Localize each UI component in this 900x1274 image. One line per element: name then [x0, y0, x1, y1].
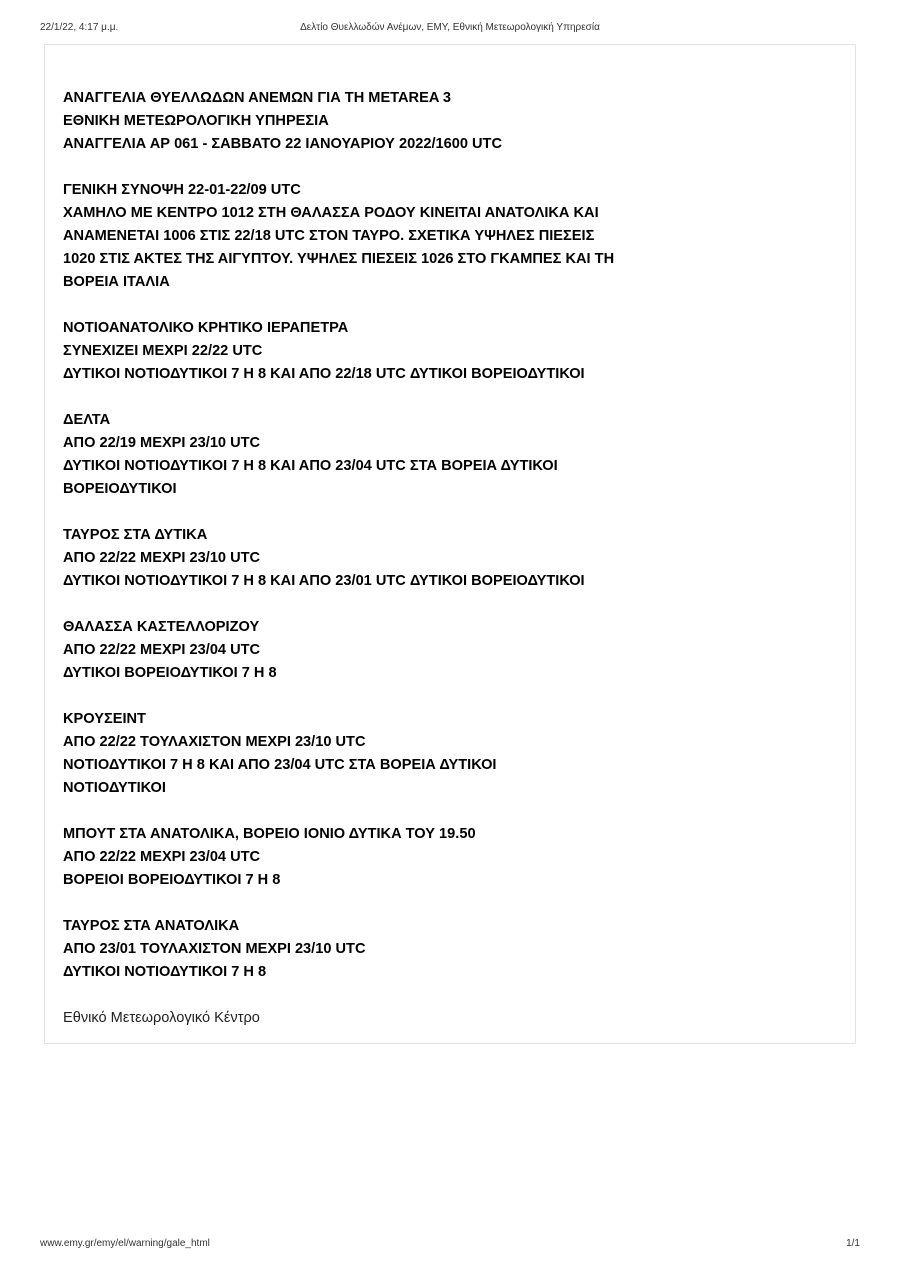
area-validity: ΑΠΟ 22/19 ΜΕΧΡΙ 23/10 UTC [63, 435, 261, 451]
area-forecast: ΔΥΤΙΚΟΙ ΝΟΤΙΟΔΥΤΙΚΟΙ 7 Η 8 ΚΑΙ ΑΠΟ 22/18 UTC ΔΥΤΙΚΟΙ ΒΟΡΕΙΟΔΥΤΙΚΟΙ [63, 366, 585, 382]
area-forecast: ΒΟΡΕΙΟΔΥΤΙΚΟΙ [63, 481, 177, 497]
gale-warning-bulletin [63, 87, 763, 1030]
area-forecast: ΝΟΤΙΟΔΥΤΙΚΟΙ 7 Η 8 ΚΑΙ ΑΠΟ 23/04 UTC ΣΤΑ ΒΟΡΕΙΑ ΔΥΤΙΚΟΙ [63, 757, 497, 773]
area-name: ΤΑΥΡΟΣ ΣΤΑ ΑΝΑΤΟΛΙΚΑ [63, 918, 240, 934]
synopsis-heading: ΓΕΝΙΚΗ ΣΥΝΟΨΗ 22-01-22/09 UTC [63, 182, 301, 198]
synopsis-line: ΧΑΜΗΛΟ ΜΕ ΚΕΝΤΡΟ 1012 ΣΤΗ ΘΑΛΑΣΣΑ ΡΟΔΟΥ ΚΙΝΕΙΤΑΙ ΑΝΑΤΟΛΙΚΑ ΚΑΙ [63, 205, 599, 221]
area-validity: ΑΠΟ 23/01 ΤΟΥΛΑΧΙΣΤΟΝ ΜΕΧΡΙ 23/10 UTC [63, 941, 366, 957]
bulletin-number-date: ΑΝΑΓΓΕΛΙΑ ΑΡ 061 - ΣΑΒΒΑΤΟ 22 ΙΑΝΟΥΑΡΙΟΥ 2022/1600 UTC [63, 136, 503, 152]
print-page-title: Δελτίο Θυελλωδών Ανέμων, ΕΜΥ, Εθνική Μετεωρολογική Υπηρεσία [300, 22, 600, 33]
area-validity: ΑΠΟ 22/22 ΜΕΧΡΙ 23/04 UTC [63, 642, 261, 658]
bulletin-issuer: ΕΘΝΙΚΗ ΜΕΤΕΩΡΟΛΟΓΙΚΗ ΥΠΗΡΕΣΙΑ [63, 113, 329, 129]
area-forecast: ΔΥΤΙΚΟΙ ΒΟΡΕΙΟΔΥΤΙΚΟΙ 7 Η 8 [63, 665, 277, 681]
area-warning [63, 915, 763, 984]
area-warning [63, 708, 763, 800]
area-warning [63, 823, 763, 892]
area-name: ΤΑΥΡΟΣ ΣΤΑ ΔΥΤΙΚΑ [63, 527, 208, 543]
bulletin-container [44, 44, 856, 1044]
area-forecast: ΔΥΤΙΚΟΙ ΝΟΤΙΟΔΥΤΙΚΟΙ 7 Η 8 ΚΑΙ ΑΠΟ 23/01 UTC ΔΥΤΙΚΟΙ ΒΟΡΕΙΟΔΥΤΙΚΟΙ [63, 573, 585, 589]
area-name: ΝΟΤΙΟΑΝΑΤΟΛΙΚΟ ΚΡΗΤΙΚΟ ΙΕΡΑΠΕΤΡΑ [63, 320, 349, 336]
general-synopsis [63, 179, 763, 294]
area-name: ΘΑΛΑΣΣΑ ΚΑΣΤΕΛΛΟΡΙΖΟΥ [63, 619, 260, 635]
print-footer [40, 1238, 860, 1252]
bulletin-header [63, 87, 763, 156]
area-name: ΚΡΟΥΣΕΙΝΤ [63, 711, 146, 727]
print-header [40, 22, 860, 36]
area-forecast: ΔΥΤΙΚΟΙ ΝΟΤΙΟΔΥΤΙΚΟΙ 7 Η 8 ΚΑΙ ΑΠΟ 23/04 UTC ΣΤΑ ΒΟΡΕΙΑ ΔΥΤΙΚΟΙ [63, 458, 558, 474]
area-forecast: ΝΟΤΙΟΔΥΤΙΚΟΙ [63, 780, 166, 796]
synopsis-line: 1020 ΣΤΙΣ ΑΚΤΕΣ ΤΗΣ ΑΙΓΥΠΤΟΥ. ΥΨΗΛΕΣ ΠΙΕΣΕΙΣ 1026 ΣΤΟ ΓΚΑΜΠΕΣ ΚΑΙ ΤΗ [63, 251, 615, 267]
print-url: www.emy.gr/emy/el/warning/gale_html [40, 1238, 210, 1249]
print-date: 22/1/22, 4:17 μ.μ. [40, 22, 119, 33]
area-warning [63, 616, 763, 685]
area-forecast: ΒΟΡΕΙΟΙ ΒΟΡΕΙΟΔΥΤΙΚΟΙ 7 Η 8 [63, 872, 281, 888]
area-name: ΔΕΛΤΑ [63, 412, 111, 428]
synopsis-line: ΒΟΡΕΙΑ ΙΤΑΛΙΑ [63, 274, 170, 290]
synopsis-line: ΑΝΑΜΕΝΕΤΑΙ 1006 ΣΤΙΣ 22/18 UTC ΣΤΟΝ ΤΑΥΡΟ. ΣΧΕΤΙΚΑ ΥΨΗΛΕΣ ΠΙΕΣΕΙΣ [63, 228, 595, 244]
bulletin-title: ΑΝΑΓΓΕΛΙΑ ΘΥΕΛΛΩΔΩΝ ΑΝΕΜΩΝ ΓΙΑ ΤΗ METAREA 3 [63, 90, 451, 106]
bulletin-signature: Εθνικό Μετεωρολογικό Κέντρο [63, 1010, 260, 1026]
area-warning [63, 317, 763, 386]
page-number: 1/1 [846, 1238, 860, 1249]
area-name: ΜΠΟΥΤ ΣΤΑ ΑΝΑΤΟΛΙΚΑ, ΒΟΡΕΙΟ ΙΟΝΙΟ ΔΥΤΙΚΑ ΤΟΥ 19.50 [63, 826, 476, 842]
area-forecast: ΔΥΤΙΚΟΙ ΝΟΤΙΟΔΥΤΙΚΟΙ 7 Η 8 [63, 964, 267, 980]
area-validity: ΑΠΟ 22/22 ΤΟΥΛΑΧΙΣΤΟΝ ΜΕΧΡΙ 23/10 UTC [63, 734, 366, 750]
area-validity: ΑΠΟ 22/22 ΜΕΧΡΙ 23/10 UTC [63, 550, 261, 566]
area-warning [63, 409, 763, 501]
area-warning [63, 524, 763, 593]
area-validity: ΣΥΝΕΧΙΖΕΙ ΜΕΧΡΙ 22/22 UTC [63, 343, 263, 359]
area-validity: ΑΠΟ 22/22 ΜΕΧΡΙ 23/04 UTC [63, 849, 261, 865]
